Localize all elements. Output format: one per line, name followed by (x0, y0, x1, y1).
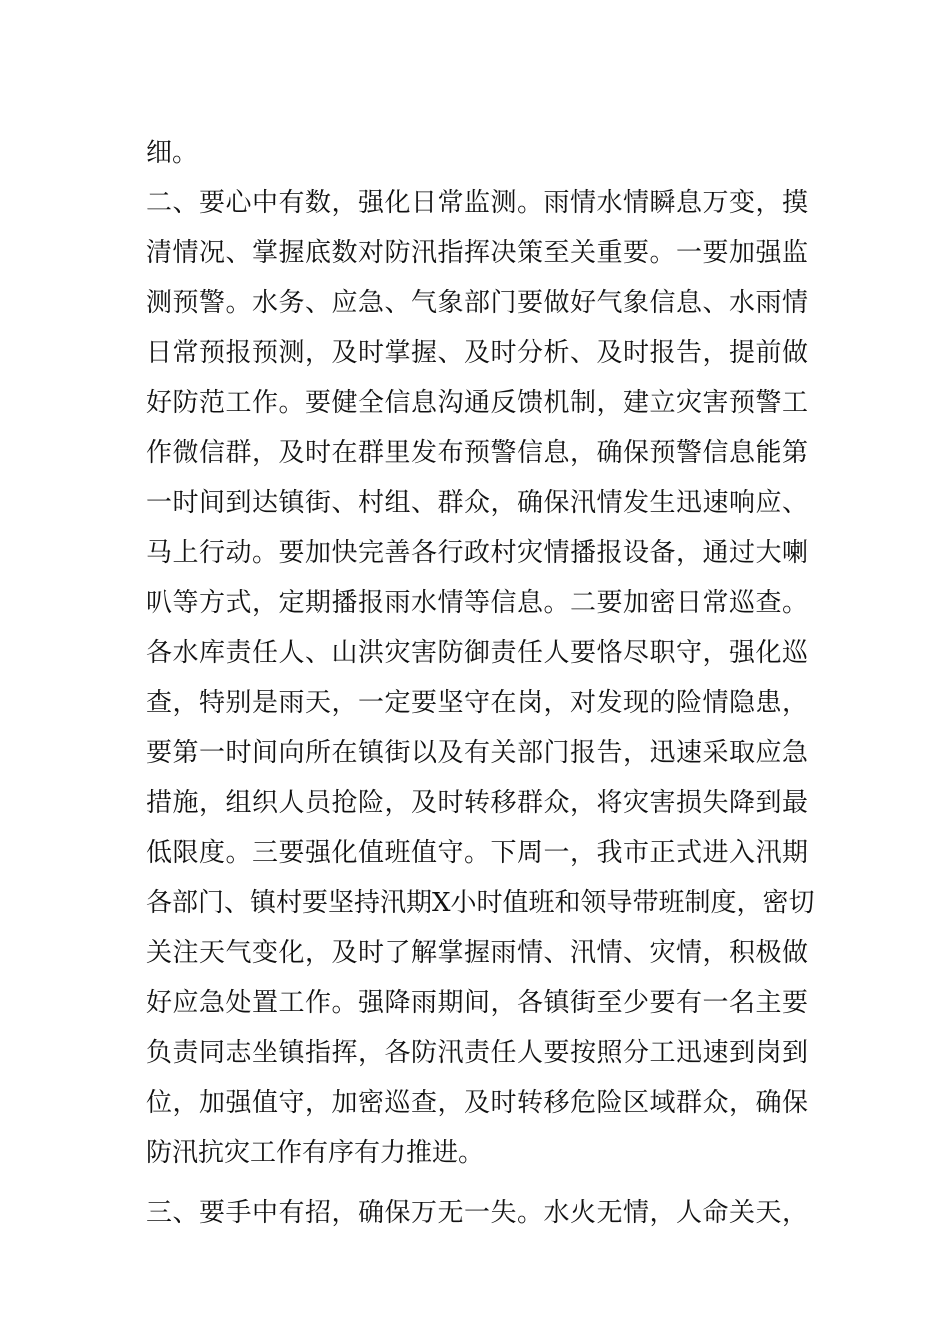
text-line: 好防范工作。要健全信息沟通反馈机制，建立灾害预警工 (146, 388, 808, 418)
text-line: 好应急处置工作。强降雨期间，各镇街至少要有一名主要 (146, 988, 808, 1018)
text-line: 各水库责任人、山洪灾害防御责任人要恪尽职守，强化巡 (146, 638, 808, 668)
text-line: 位，加强值守，加密巡查，及时转移危险区域群众，确保 (146, 1088, 808, 1118)
text-line: 测预警。水务、应急、气象部门要做好气象信息、水雨情 (146, 288, 808, 318)
text-line: 日常预报预测，及时掌握、及时分析、及时报告，提前做 (146, 338, 808, 368)
text-line: 三、要手中有招，确保万无一失。水火无情，人命关天， (146, 1198, 808, 1228)
text-line: 低限度。三要强化值班值守。下周一，我市正式进入汛期 (146, 838, 808, 868)
text-line: 要第一时间向所在镇街以及有关部门报告，迅速采取应急 (146, 738, 808, 768)
text-line: 清情况、掌握底数对防汛指挥决策至关重要。一要加强监 (146, 238, 808, 268)
text-line: 一时间到达镇街、村组、群众，确保汛情发生迅速响应、 (146, 488, 808, 518)
text-line: 细。 (146, 138, 199, 168)
document-body (146, 128, 815, 1238)
text-line: 叭等方式，定期播报雨水情等信息。二要加密日常巡查。 (146, 588, 808, 618)
text-line: 二、要心中有数，强化日常监测。雨情水情瞬息万变，摸 (146, 188, 808, 218)
text-line: 关注天气变化，及时了解掌握雨情、汛情、灾情，积极做 (146, 938, 808, 968)
text-line: 作微信群，及时在群里发布预警信息，确保预警信息能第 (146, 438, 808, 468)
paragraph-gap (146, 1178, 808, 1188)
text-line: 各部门、镇村要坚持汛期X小时值班和领导带班制度，密切 (146, 888, 815, 918)
text-line: 马上行动。要加快完善各行政村灾情播报设备，通过大喇 (146, 538, 808, 568)
text-line: 防汛抗灾工作有序有力推进。 (146, 1138, 485, 1168)
text-line: 负责同志坐镇指挥，各防汛责任人要按照分工迅速到岗到 (146, 1038, 808, 1068)
text-line: 查，特别是雨天，一定要坚守在岗，对发现的险情隐患， (146, 688, 808, 718)
text-line: 措施，组织人员抢险，及时转移群众，将灾害损失降到最 (146, 788, 808, 818)
